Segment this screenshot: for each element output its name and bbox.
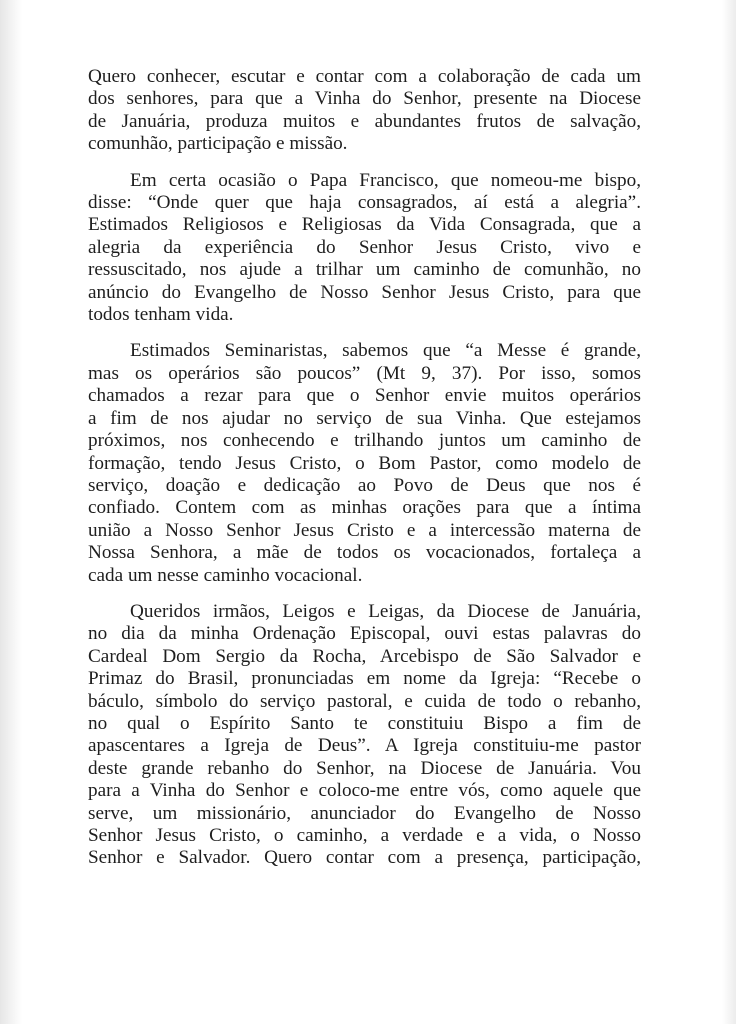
page-edge-shadow-left [0, 0, 22, 1024]
text-line: alegria da experiência do Senhor Jesus Cristo, vivo e [88, 236, 641, 258]
text-line: disse: “Onde quer que haja consagrados, aí está a alegria”. [88, 192, 641, 214]
text-line: todos tenham vida. [88, 304, 234, 326]
text-line: apascentares a Igreja de Deus”. A Igreja constituiu-me pastor [88, 735, 641, 757]
text-line: cada um nesse caminho vocacional. [88, 564, 363, 586]
text-line: união a Nosso Senhor Jesus Cristo e a intercessão materna de [88, 519, 641, 541]
paragraph-1 [88, 66, 641, 156]
text-line: Estimados Religiosos e Religiosas da Vida Consagrada, que a [88, 214, 641, 236]
text-line: dos senhores, para que a Vinha do Senhor, presente na Diocese [88, 88, 641, 110]
text-line: Cardeal Dom Sergio da Rocha, Arcebispo de São Salvador e [88, 645, 641, 667]
paragraph-2 [88, 170, 641, 327]
text-line: Quero conhecer, escutar e contar com a colaboração de cada um [88, 66, 641, 87]
text-line: Senhor Jesus Cristo, o caminho, a verdade e a vida, o Nosso [88, 825, 641, 846]
text-line: báculo, símbolo do serviço pastoral, e cuida de todo o rebanho, [88, 690, 641, 712]
text-line: anúncio do Evangelho de Nosso Senhor Jesus Cristo, para que [88, 281, 641, 303]
text-line: de Januária, produza muitos e abundantes frutos de salvação, [88, 110, 641, 132]
text-line: Estimados Seminaristas, sabemos que “a Messe é grande, [130, 340, 641, 362]
text-line: no dia da minha Ordenação Episcopal, ouvi estas palavras do [88, 623, 641, 645]
text-line: chamados a rezar para que o Senhor envie muitos operários [88, 385, 641, 407]
page-edge-shadow-right [722, 0, 736, 1024]
text-line: para a Vinha do Senhor e coloco-me entre vós, como aquele que [88, 780, 641, 802]
text-line: Primaz do Brasil, pronunciadas em nome da Igreja: “Recebe o [88, 668, 641, 690]
text-line: Em certa ocasião o Papa Francisco, que nomeou-me bispo, [130, 169, 641, 191]
text-line: serviço, doação e dedicação ao Povo de Deus que nos é [88, 474, 641, 496]
paragraph-3 [88, 340, 641, 586]
text-line: a fim de nos ajudar no serviço de sua Vinha. Que estejamos [88, 407, 641, 429]
document-page [88, 66, 641, 884]
text-line: Queridos irmãos, Leigos e Leigas, da Diocese de Januária, [130, 600, 641, 622]
text-line: Senhor e Salvador. Quero contar com a presença, participação, [88, 847, 641, 869]
text-line: serve, um missionário, anunciador do Evangelho de Nosso [88, 802, 641, 824]
text-line: mas os operários são poucos” (Mt 9, 37). Por isso, somos [88, 362, 641, 384]
text-line: Nossa Senhora, a mãe de todos os vocacionados, fortaleça a [88, 542, 641, 564]
text-line: comunhão, participação e missão. [88, 133, 348, 155]
text-line: próximos, nos conhecendo e trilhando juntos um caminho de [88, 430, 641, 452]
text-line: formação, tendo Jesus Cristo, o Bom Pastor, como modelo de [88, 452, 641, 474]
text-line: confiado. Contem com as minhas orações para que a íntima [88, 497, 641, 519]
text-line: no qual o Espírito Santo te constituiu Bispo a fim de [88, 712, 641, 734]
text-line: ressuscitado, nos ajude a trilhar um caminho de comunhão, no [88, 259, 641, 281]
paragraph-4 [88, 601, 641, 870]
text-line: deste grande rebanho do Senhor, na Diocese de Januária. Vou [88, 757, 641, 779]
